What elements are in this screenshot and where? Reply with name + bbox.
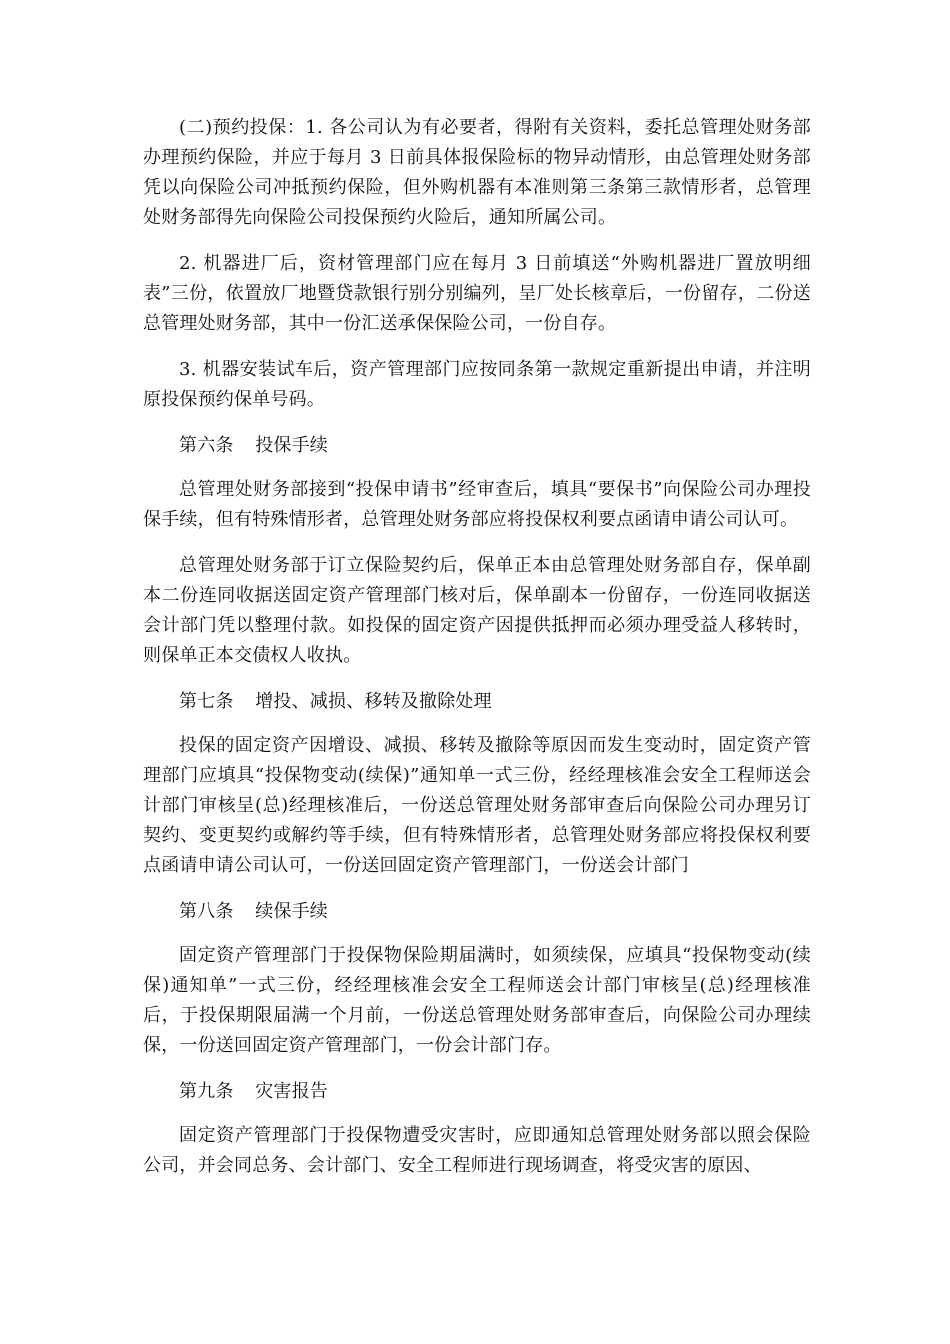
article-title: 投保手续 [255,435,329,456]
article-heading-9 [143,1077,811,1107]
article-title: 续保手续 [255,901,329,922]
article-number: 第七条 [179,691,234,712]
article-heading-8 [143,897,811,927]
paragraph-change-handling: 投保的固定资产因增设、减损、移转及撤除等原因而发生变动时，固定资产管理部门应填具“投保物变动(续保)”通知单一式三份，经经理核准会安全工程师送会计部门审核呈(总)经理核准后，一份送总管理处财务部审查后向保险公司办理另订契约、变更契约或解约等手续，但有特殊情形者，总管理处财务部应将投保权利要点函请申请公司认可，一份送回固定资产管理部门，一份送会计部门 [143,735,811,876]
paragraph-prepaid-insurance: (二)预约投保：1. 各公司认为有必要者，得附有关资料，委托总管理处财务部办理预约保险，并应于每月 3 日前具体报保险标的物异动情形，由总管理处财务部凭以向保险公司冲抵预约保险，但外购机器有本准则第三条第三款情形者，总管理处财务部得先向保险公司投保预约火险后，通知所属公司。 [143,117,811,228]
paragraph-renewal: 固定资产管理部门于投保物保险期届满时，如须续保，应填具“投保物变动(续保)通知单”一式三份，经经理核准会安全工程师送会计部门审核呈(总)经理核准后，于投保期限届满一个月前，一份送总管理处财务部审查后，向保险公司办理续保，一份送回固定资产管理部门，一份会计部门存。 [143,945,811,1056]
article-number: 第九条 [179,1081,234,1102]
paragraph-disaster-report: 固定资产管理部门于投保物遭受灾害时，应即通知总管理处财务部以照会保险公司，并会同总务、会计部门、安全工程师进行现场调查，将受灾害的原因、 [143,1125,811,1176]
article-heading-6 [143,431,811,461]
document-body [143,113,811,1197]
paragraph-machine-install: 3. 机器安装试车后，资产管理部门应按同条第一款规定重新提出申请，并注明原投保预约保单号码。 [143,359,811,410]
article-title: 增投、减损、移转及撤除处理 [255,691,492,712]
article-number: 第八条 [179,901,234,922]
article-number: 第六条 [179,435,234,456]
article-title: 灾害报告 [255,1081,329,1102]
paragraph-insurance-procedure: 总管理处财务部接到“投保申请书”经审查后，填具“要保书”向保险公司办理投保手续，但有特殊情形者，总管理处财务部应将投保权利要点函请申请公司认可。 [143,479,811,530]
paragraph-policy-handling: 总管理处财务部于订立保险契约后，保单正本由总管理处财务部自存，保单副本二份连同收据送固定资产管理部门核对后，保单副本一份留存，一份连同收据送会计部门凭以整理付款。如投保的固定资产因提供抵押而必须办理受益人移转时，则保单正本交债权人收执。 [143,555,811,666]
paragraph-machine-entry: 2. 机器进厂后，资材管理部门应在每月 3 日前填送“外购机器进厂置放明细表”三份，依置放厂地暨贷款银行别分别编列，呈厂处长核章后，一份留存，二份送总管理处财务部，其中一份汇送承保保险公司，一份自存。 [143,253,811,334]
article-heading-7 [143,687,811,717]
